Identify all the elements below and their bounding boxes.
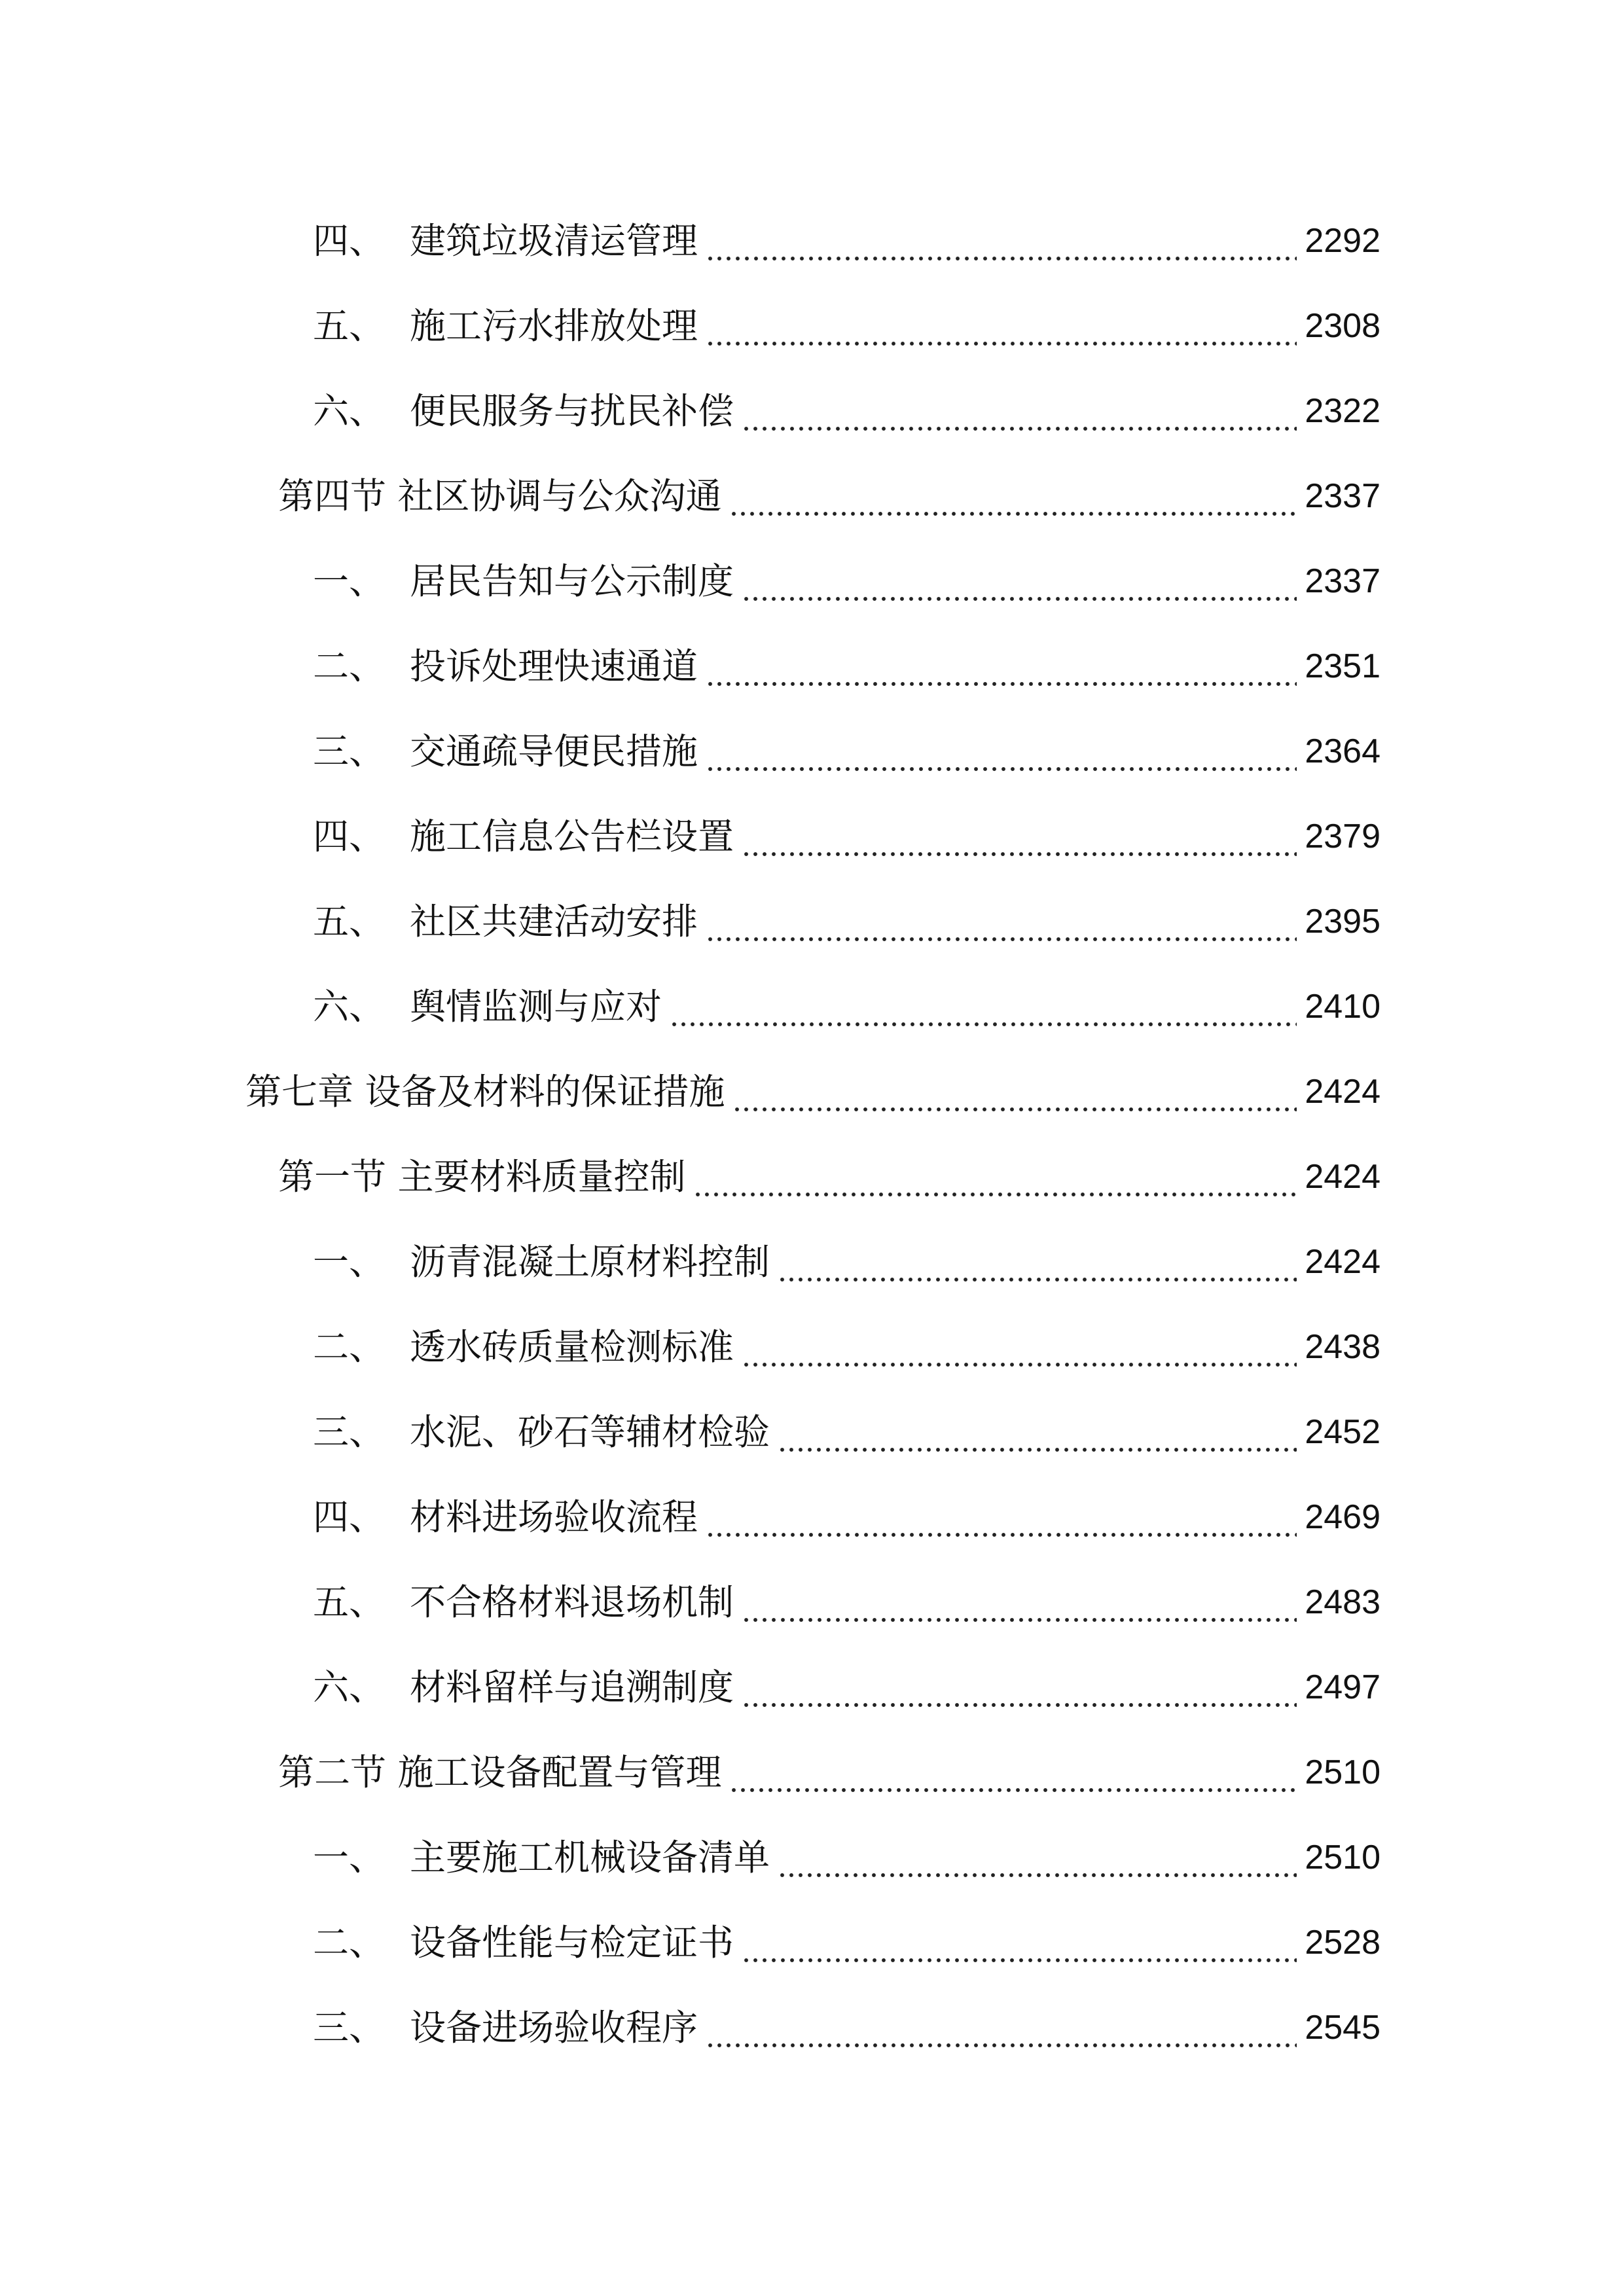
toc-entry[interactable] xyxy=(313,634,1380,699)
toc-dot-leader xyxy=(693,1144,1297,1210)
toc-entry-title: 第一节 主要材料质量控制 xyxy=(278,1156,686,1198)
toc-dot-leader xyxy=(778,1825,1297,1890)
toc-entry-title: 居民告知与公示制度 xyxy=(410,560,734,602)
toc-entry-title: 设备性能与检定证书 xyxy=(410,1922,734,1964)
toc-entry[interactable] xyxy=(313,719,1380,784)
toc-entry[interactable] xyxy=(313,1229,1380,1295)
toc-entry-page: 2510 xyxy=(1305,1839,1380,1876)
toc-entry-page: 2322 xyxy=(1305,392,1380,430)
toc-entry-number: 二、 xyxy=(313,645,386,687)
toc-entry-number: 六、 xyxy=(313,390,386,432)
toc-entry-page: 2438 xyxy=(1305,1328,1380,1366)
toc-dot-leader xyxy=(706,719,1297,784)
toc-entry[interactable] xyxy=(313,1910,1380,1975)
toc-entry-title: 建筑垃圾清运管理 xyxy=(410,220,698,262)
toc-dot-leader xyxy=(706,208,1297,274)
toc-entry-number: 一、 xyxy=(313,1837,386,1878)
toc-entry-page: 2452 xyxy=(1305,1413,1380,1451)
toc-entry-title: 第七章 设备及材料的保证措施 xyxy=(245,1071,725,1113)
toc-entry-number: 六、 xyxy=(313,986,386,1028)
toc-entry-chapter[interactable] xyxy=(245,1059,1380,1124)
toc-entry-section[interactable] xyxy=(278,1740,1380,1805)
toc-entry[interactable] xyxy=(313,378,1380,444)
toc-dot-leader xyxy=(706,1484,1297,1550)
toc-entry-page: 2292 xyxy=(1305,222,1380,260)
toc-entry-page: 2483 xyxy=(1305,1583,1380,1621)
toc-entry-page: 2337 xyxy=(1305,562,1380,600)
toc-entry-page: 2510 xyxy=(1305,1753,1380,1791)
toc-entry-title: 便民服务与扰民补偿 xyxy=(410,390,734,432)
toc-entry-title: 材料留样与追溯制度 xyxy=(410,1666,734,1708)
toc-entry[interactable] xyxy=(313,293,1380,359)
toc-dot-leader xyxy=(729,463,1297,529)
toc-entry-number: 三、 xyxy=(313,2007,386,2049)
toc-entry-number: 四、 xyxy=(313,816,386,857)
toc-entry-page: 2424 xyxy=(1305,1243,1380,1281)
toc-entry-page: 2424 xyxy=(1305,1073,1380,1111)
toc-entry-number: 二、 xyxy=(313,1326,386,1368)
toc-entry-page: 2545 xyxy=(1305,2009,1380,2047)
toc-entry-section[interactable] xyxy=(278,1144,1380,1210)
toc-entry-number: 三、 xyxy=(313,1411,386,1453)
toc-entry-page: 2395 xyxy=(1305,903,1380,941)
toc-entry[interactable] xyxy=(313,1655,1380,1720)
toc-dot-leader xyxy=(778,1399,1297,1465)
toc-entry-number: 四、 xyxy=(313,220,386,262)
toc-entry-number: 六、 xyxy=(313,1666,386,1708)
toc-entry-number: 五、 xyxy=(313,901,386,942)
toc-entry-number: 五、 xyxy=(313,305,386,347)
toc-entry-title: 设备进场验收程序 xyxy=(410,2007,698,2049)
toc-dot-leader xyxy=(729,1740,1297,1805)
toc-dot-leader xyxy=(732,1059,1297,1124)
toc-dot-leader xyxy=(670,974,1297,1039)
toc-entry-title: 不合格材料退场机制 xyxy=(410,1581,734,1623)
toc-entry-section[interactable] xyxy=(278,463,1380,529)
toc-entry[interactable] xyxy=(313,804,1380,869)
toc-entry-number: 四、 xyxy=(313,1496,386,1538)
toc-entry-number: 五、 xyxy=(313,1581,386,1623)
toc-entry-number: 一、 xyxy=(313,1241,386,1283)
toc-dot-leader xyxy=(706,293,1297,359)
toc-entry-title: 交通疏导便民措施 xyxy=(410,730,698,772)
toc-entry[interactable] xyxy=(313,1995,1380,2060)
toc-entry-title: 舆情监测与应对 xyxy=(410,986,662,1028)
toc-entry-title: 投诉处理快速通道 xyxy=(410,645,698,687)
toc-entry-title: 第四节 社区协调与公众沟通 xyxy=(278,475,722,517)
toc-entry-number: 三、 xyxy=(313,730,386,772)
toc-entry[interactable] xyxy=(313,1570,1380,1635)
toc-dot-leader xyxy=(742,1314,1297,1380)
toc-entry-page: 2308 xyxy=(1305,307,1380,345)
toc-entry[interactable] xyxy=(313,974,1380,1039)
toc-dot-leader xyxy=(742,1570,1297,1635)
toc-entry-title: 水泥、砂石等辅材检验 xyxy=(410,1411,770,1453)
toc-entry[interactable] xyxy=(313,548,1380,614)
toc-dot-leader xyxy=(742,1655,1297,1720)
toc-entry-title: 施工污水排放处理 xyxy=(410,305,698,347)
toc-entry-title: 材料进场验收流程 xyxy=(410,1496,698,1538)
toc-dot-leader xyxy=(742,378,1297,444)
toc-dot-leader xyxy=(706,889,1297,954)
toc-dot-leader xyxy=(778,1229,1297,1295)
toc-entry-page: 2424 xyxy=(1305,1158,1380,1196)
toc-entry[interactable] xyxy=(313,208,1380,274)
toc-entry[interactable] xyxy=(313,1314,1380,1380)
toc-entry-page: 2351 xyxy=(1305,647,1380,685)
toc-entry-title: 社区共建活动安排 xyxy=(410,901,698,942)
toc-entry[interactable] xyxy=(313,1484,1380,1550)
toc-entry-title: 第二节 施工设备配置与管理 xyxy=(278,1751,722,1793)
toc-entry-title: 透水砖质量检测标准 xyxy=(410,1326,734,1368)
toc-dot-leader xyxy=(706,634,1297,699)
toc-dot-leader xyxy=(742,804,1297,869)
toc-entry-page: 2337 xyxy=(1305,477,1380,515)
toc-entry[interactable] xyxy=(313,889,1380,954)
toc-entry-number: 一、 xyxy=(313,560,386,602)
toc-entry-number: 二、 xyxy=(313,1922,386,1964)
toc-entry-title: 沥青混凝土原材料控制 xyxy=(410,1241,770,1283)
toc-entry-title: 主要施工机械设备清单 xyxy=(410,1837,770,1878)
toc-entry-page: 2379 xyxy=(1305,817,1380,855)
toc-dot-leader xyxy=(706,1995,1297,2060)
toc-dot-leader xyxy=(742,548,1297,614)
toc-entry-page: 2469 xyxy=(1305,1498,1380,1536)
toc-entry-page: 2528 xyxy=(1305,1924,1380,1962)
toc-entry-page: 2497 xyxy=(1305,1668,1380,1706)
toc-entry-page: 2364 xyxy=(1305,732,1380,770)
toc-entry[interactable] xyxy=(313,1825,1380,1890)
toc-dot-leader xyxy=(742,1910,1297,1975)
toc-entry-page: 2410 xyxy=(1305,988,1380,1026)
toc-entry[interactable] xyxy=(313,1399,1380,1465)
toc-entry-title: 施工信息公告栏设置 xyxy=(410,816,734,857)
